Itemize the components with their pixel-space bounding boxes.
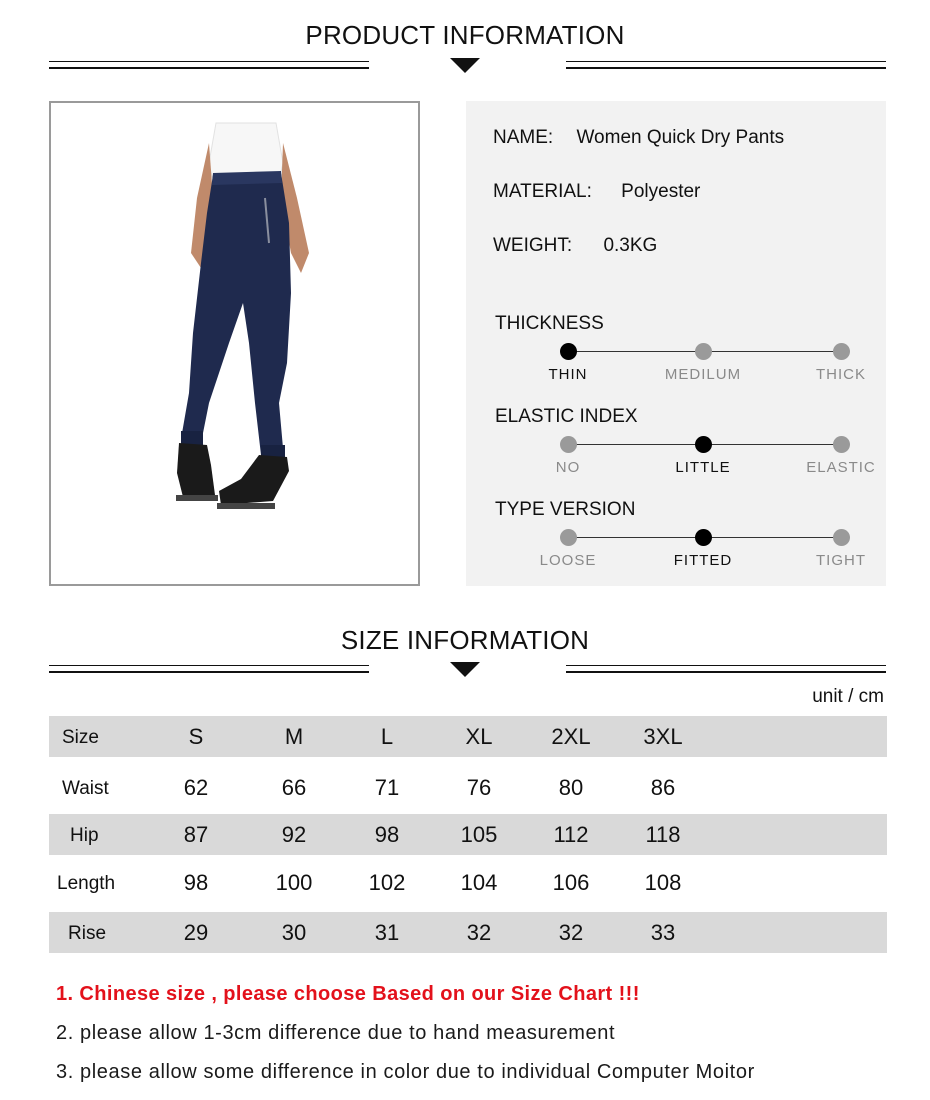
table-row (49, 814, 887, 855)
unit-label: unit / cm (812, 686, 884, 707)
table-cell: 112 (553, 822, 589, 847)
down-triangle-icon (450, 662, 480, 677)
scale-option-label: THICK (816, 366, 866, 383)
table-cell: 92 (281, 822, 307, 847)
scale-option-label: THIN (548, 366, 588, 383)
scale-dot (833, 436, 850, 453)
note-measurement: 2. please allow 1-3cm difference due to hand measurement (56, 1022, 616, 1044)
table-cell: 30 (281, 920, 307, 945)
weight-label: WEIGHT: (493, 235, 573, 256)
size-header-cell: S (188, 724, 204, 749)
scale-title: ELASTIC INDEX (495, 406, 638, 427)
table-cell: 76 (466, 775, 492, 800)
scale-dot-selected (560, 343, 577, 360)
name-value: Women Quick Dry Pants (576, 127, 785, 148)
table-cell: 80 (558, 775, 584, 800)
name-row (493, 127, 784, 149)
scale-option-label: NO (555, 459, 581, 476)
table-cell: 105 (460, 822, 498, 847)
scale-dot (560, 529, 577, 546)
title-rule-left (49, 61, 369, 69)
table-cell: 31 (374, 920, 400, 945)
table-header-row (49, 716, 887, 757)
table-cell: 29 (183, 920, 209, 945)
scale-dot (833, 529, 850, 546)
row-label: Hip (70, 825, 99, 846)
note-color: 3. please allow some difference in color due to individual Computer Moitor (56, 1061, 755, 1083)
table-cell: 108 (644, 870, 682, 895)
size-header-cell: 2XL (551, 724, 591, 749)
size-header-cell: L (380, 724, 394, 749)
table-row (49, 767, 887, 808)
scale-option-label: MEDILUM (664, 366, 742, 383)
table-cell: 98 (183, 870, 209, 895)
scale-option-label: FITTED (673, 552, 733, 569)
scale-option-label: TIGHT (816, 552, 866, 569)
table-row (49, 862, 887, 903)
table-cell: 32 (558, 920, 584, 945)
row-label: Length (57, 873, 116, 894)
size-rule-right (566, 665, 886, 673)
table-cell: 100 (275, 870, 313, 895)
scale-option-label: LITTLE (675, 459, 731, 476)
scale-dot (833, 343, 850, 360)
scale-title: TYPE VERSION (495, 499, 636, 520)
row-label: Size (62, 727, 99, 748)
product-info-title: PRODUCT INFORMATION (305, 20, 625, 50)
weight-row (493, 235, 657, 257)
table-cell: 86 (650, 775, 676, 800)
scale-dot-selected (695, 436, 712, 453)
scale-dot-selected (695, 529, 712, 546)
row-label: Waist (62, 778, 109, 799)
table-cell: 118 (645, 822, 681, 847)
scale-dot (560, 436, 577, 453)
size-header-cell: M (284, 724, 304, 749)
material-value: Polyester (621, 181, 701, 202)
table-cell: 98 (374, 822, 400, 847)
row-label: Rise (68, 923, 107, 944)
table-cell: 102 (368, 870, 406, 895)
table-cell: 66 (281, 775, 307, 800)
material-row (493, 181, 700, 203)
size-rule-left (49, 665, 369, 673)
name-label: NAME: (493, 127, 554, 148)
table-cell: 106 (552, 870, 590, 895)
scale-option-label: ELASTIC (806, 459, 876, 476)
table-cell: 71 (374, 775, 400, 800)
weight-value: 0.3KG (603, 235, 658, 256)
scale-option-label: LOOSE (539, 552, 597, 569)
pants-model-illustration (51, 103, 418, 584)
scale-dot (695, 343, 712, 360)
table-cell: 87 (183, 822, 209, 847)
table-row (49, 912, 887, 953)
table-cell: 62 (183, 775, 209, 800)
size-header-cell: 3XL (643, 724, 683, 749)
size-info-title: SIZE INFORMATION (340, 625, 590, 655)
title-rule-right (566, 61, 886, 69)
scale-title: THICKNESS (495, 313, 604, 334)
product-photo (49, 101, 420, 586)
material-label: MATERIAL: (493, 181, 592, 202)
table-cell: 32 (466, 920, 492, 945)
size-header-cell: XL (465, 724, 493, 749)
table-cell: 33 (650, 920, 676, 945)
note-chinese-size: 1. Chinese size , please choose Based on our Size Chart !!! (56, 983, 640, 1005)
down-triangle-icon (450, 58, 480, 73)
table-cell: 104 (460, 870, 498, 895)
